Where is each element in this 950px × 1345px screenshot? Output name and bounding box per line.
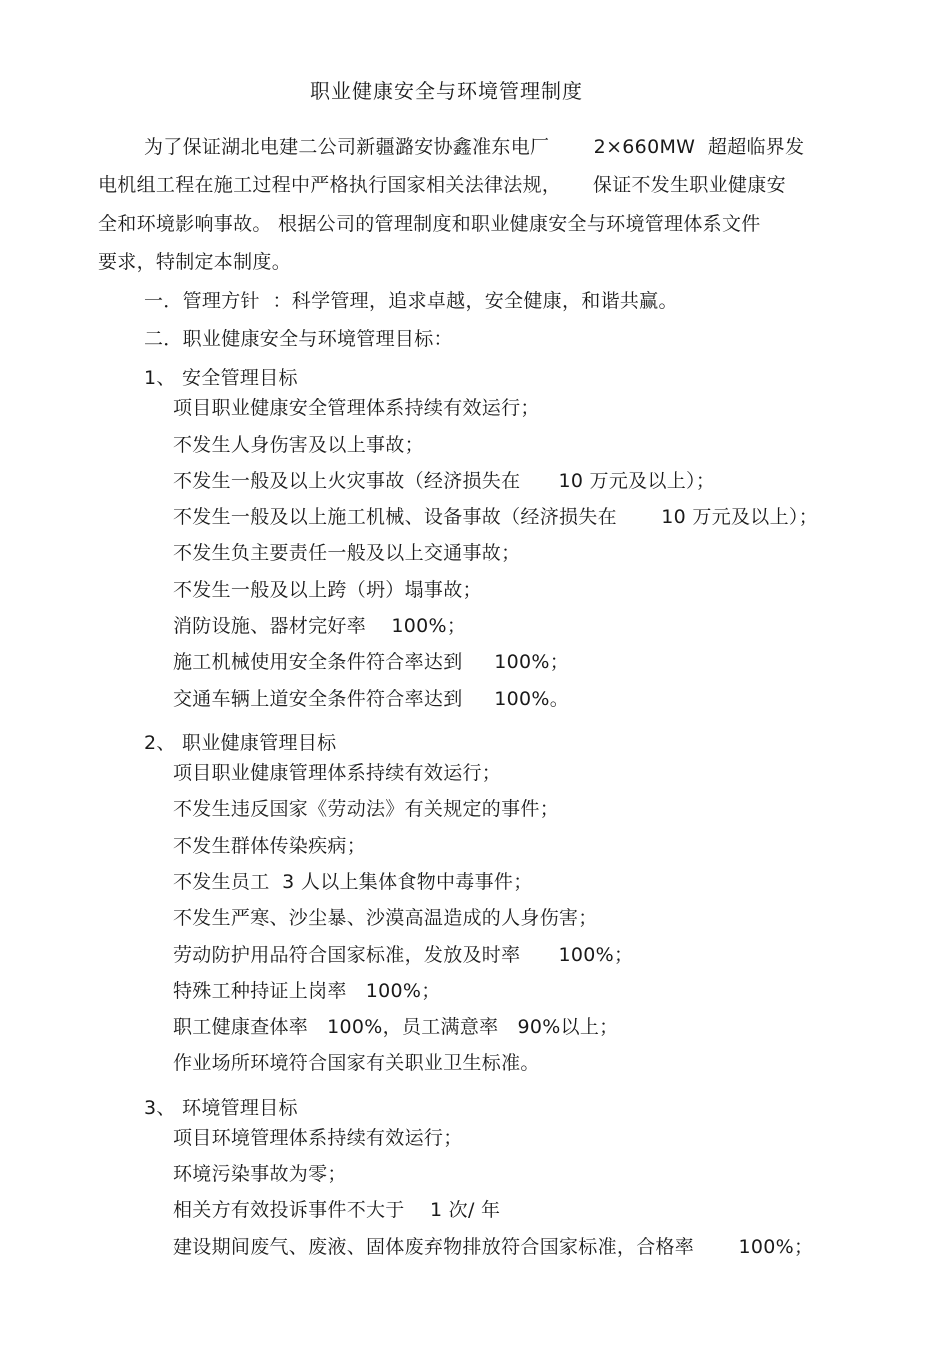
intro-line: 为了保证湖北电建二公司新疆潞安协鑫准东电厂 2×660MW 超超临界发 xyxy=(144,136,805,158)
list-item: 不发生负主要责任一般及以上交通事故； xyxy=(173,542,521,564)
section-heading-environment: 3、 环境管理目标 xyxy=(144,1097,298,1119)
list-item: 不发生人身伤害及以上事故； xyxy=(173,434,424,456)
list-item: 消防设施、器材完好率 100%； xyxy=(173,615,467,637)
list-item: 不发生一般及以上施工机械、设备事故（经济损失在 10 万元及以上）； xyxy=(173,506,818,528)
objectives-heading: 二．职业健康安全与环境管理目标： xyxy=(144,328,453,350)
list-item: 建设期间废气、废液、固体废弃物排放符合国家标准，合格率 100%； xyxy=(173,1236,814,1258)
list-item: 不发生一般及以上跨（坍）塌事故； xyxy=(173,579,482,601)
list-item: 相关方有效投诉事件不大于 1 次/ 年 xyxy=(173,1199,501,1221)
list-item: 不发生一般及以上火灾事故（经济损失在 10 万元及以上）； xyxy=(173,470,716,492)
list-item: 项目职业健康管理体系持续有效运行； xyxy=(173,762,502,784)
management-policy: 一．管理方针 ：科学管理，追求卓越，安全健康，和谐共赢。 xyxy=(144,290,678,312)
intro-line: 全和环境影响事故。 根据公司的管理制度和职业健康安全与环境管理体系文件 xyxy=(98,213,761,235)
section-heading-safety: 1、 安全管理目标 xyxy=(144,367,298,389)
list-item: 劳动防护用品符合国家标准，发放及时率 100%； xyxy=(173,944,634,966)
list-item: 项目职业健康安全管理体系持续有效运行； xyxy=(173,397,540,419)
intro-line: 要求，特制定本制度。 xyxy=(98,251,292,273)
section-heading-health: 2、 职业健康管理目标 xyxy=(144,732,337,754)
list-item: 职工健康查体率 100%，员工满意率 90%以上； xyxy=(173,1016,619,1038)
list-item: 不发生员工 3 人以上集体食物中毒事件； xyxy=(173,871,533,893)
list-item: 作业场所环境符合国家有关职业卫生标准。 xyxy=(173,1052,540,1074)
list-item: 不发生违反国家《劳动法》有关规定的事件； xyxy=(173,798,560,820)
list-item: 施工机械使用安全条件符合率达到 100%； xyxy=(173,651,570,673)
list-item: 不发生严寒、沙尘暴、沙漠高温造成的人身伤害； xyxy=(173,907,598,929)
document-title: 职业健康安全与环境管理制度 xyxy=(310,79,583,103)
list-item: 特殊工种持证上岗率 100%； xyxy=(173,980,441,1002)
list-item: 项目环境管理体系持续有效运行； xyxy=(173,1127,463,1149)
intro-line: 电机组工程在施工过程中严格执行国家相关法律法规， 保证不发生职业健康安 xyxy=(98,174,786,196)
list-item: 不发生群体传染疾病； xyxy=(173,835,367,857)
list-item: 环境污染事故为零； xyxy=(173,1163,347,1185)
list-item: 交通车辆上道安全条件符合率达到 100%。 xyxy=(173,688,570,710)
